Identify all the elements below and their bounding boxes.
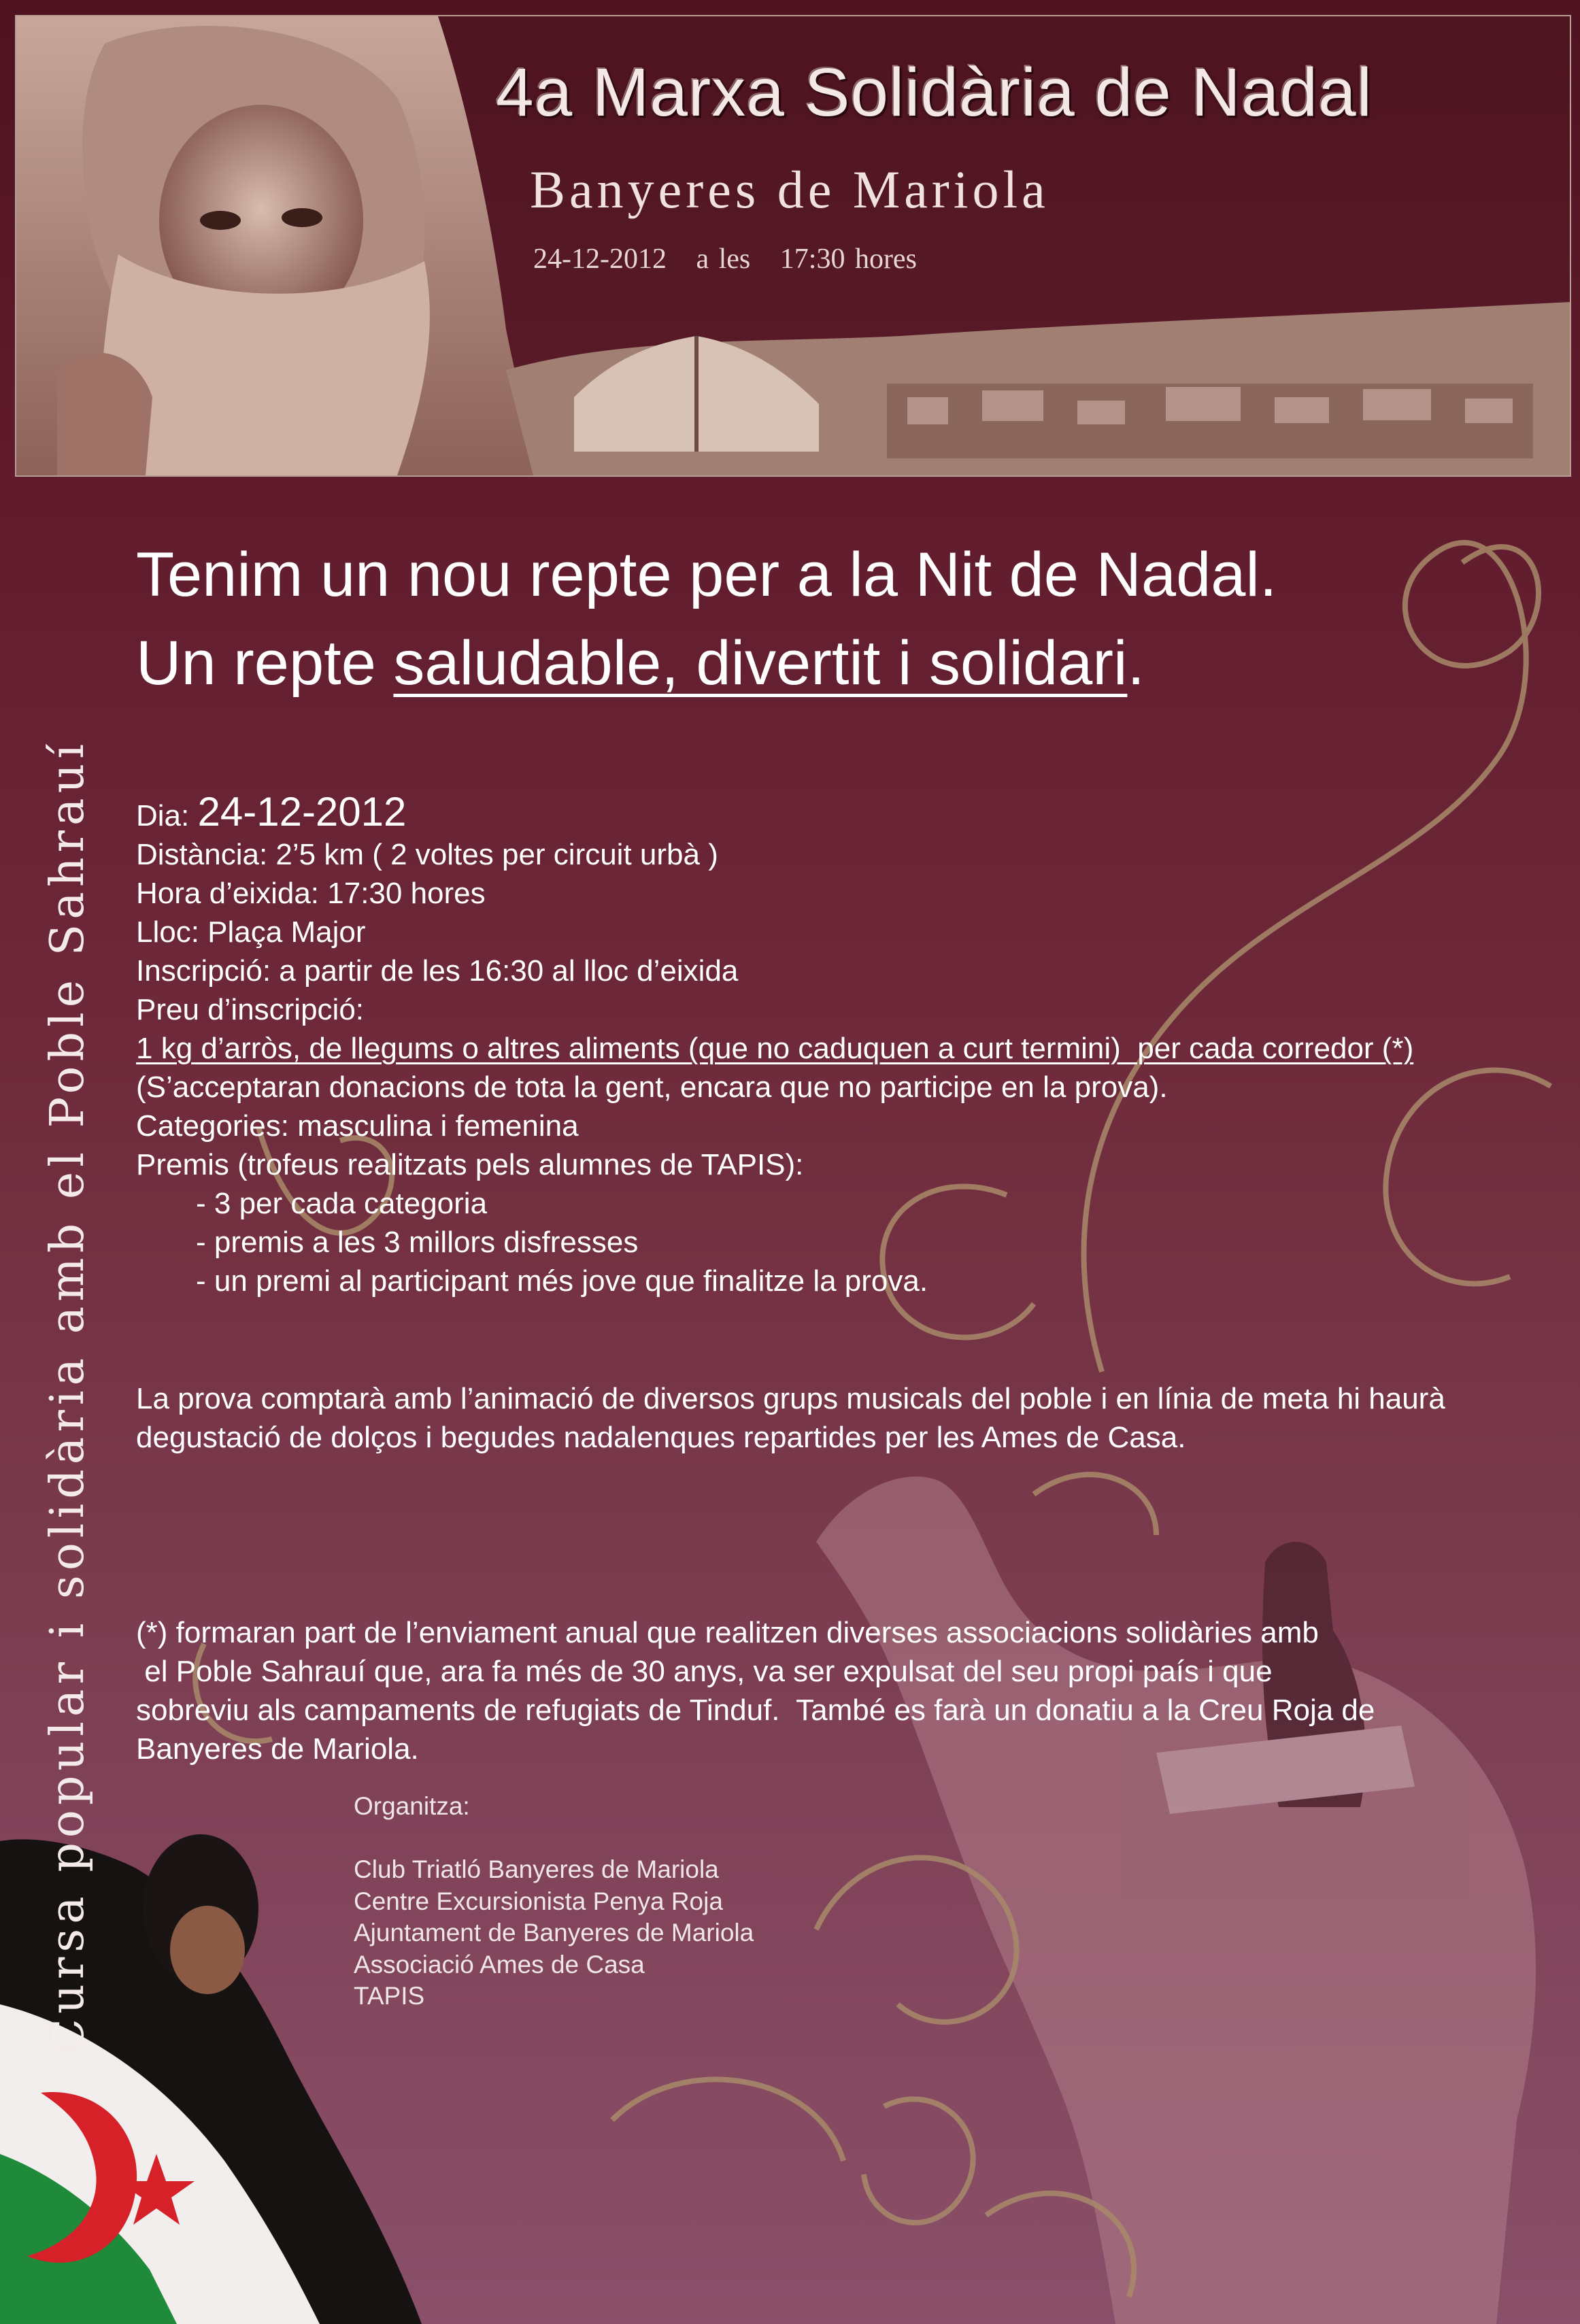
- day-label: Dia:: [136, 799, 198, 832]
- footnote-paragraph: [136, 1613, 1496, 1768]
- side-vertical-slogan: Cursa popular i solidària amb el Poble Sahrauí: [41, 739, 95, 2054]
- event-location: Banyeres de Mariola: [530, 160, 1049, 219]
- organizer-item: TAPIS: [354, 1982, 425, 2010]
- header-banner: [15, 15, 1571, 477]
- animation-paragraph: [136, 1379, 1564, 1457]
- organizer-item: Ajuntament de Banyeres de Mariola: [354, 1919, 754, 1947]
- veiled-girl-photo: [16, 16, 547, 475]
- paragraph-line: degustació de dolços i begudes nadalenques repartides per les Ames de Casa.: [136, 1421, 1186, 1454]
- price-value: 1 kg d’arròs, de llegums o altres aliments (que no caduquen a curt termini) per cada corredor (*): [136, 1032, 1414, 1065]
- headline: [136, 531, 1277, 707]
- paragraph-line: sobreviu als campaments de refugiats de Tinduf. També es farà un donatiu a la Creu Roja de: [136, 1694, 1375, 1727]
- price-label: Preu d’inscripció:: [136, 993, 365, 1026]
- event-title: 4a Marxa Solidària de Nadal: [496, 54, 1373, 131]
- event-details: [136, 789, 1414, 1300]
- paragraph-line: (*) formaran part de l’enviament anual que realitzen diverses associacions solidàries amb: [136, 1616, 1319, 1649]
- event-date-time: 24-12-2012 a les 17:30 hores: [533, 243, 917, 275]
- prizes-label: Premis (trofeus realitzats pels alumnes de TAPIS):: [136, 1148, 804, 1181]
- place: Lloc: Plaça Major: [136, 915, 366, 949]
- categories: Categories: masculina i femenina: [136, 1109, 579, 1143]
- prize-item: - premis a les 3 millors disfresses: [196, 1226, 639, 1259]
- headline-line-2-suffix: .: [1127, 628, 1145, 698]
- donations-note: (S’acceptaran donacions de tota la gent, encara que no participe en la prova).: [136, 1071, 1168, 1104]
- desert-camp-photo: [506, 302, 1570, 475]
- distance: Distància: 2’5 km ( 2 voltes per circuit urbà ): [136, 838, 718, 871]
- organizer-item: Associació Ames de Casa: [354, 1950, 645, 1978]
- day-value: 24-12-2012: [197, 789, 407, 835]
- headline-underlined-text: saludable, divertit i solidari: [393, 628, 1128, 698]
- prize-item: - 3 per cada categoria: [196, 1187, 488, 1220]
- headline-line-2-prefix: Un repte: [136, 628, 394, 698]
- headline-line-2: [136, 619, 1277, 707]
- prize-item: - un premi al participant més jove que finalitze la prova.: [196, 1264, 928, 1298]
- paragraph-line: Banyeres de Mariola.: [136, 1732, 419, 1766]
- registration: Inscripció: a partir de les 16:30 al lloc d’eixida: [136, 954, 739, 988]
- organizers-list: [354, 1854, 754, 2013]
- camel-rider-photo: [816, 1477, 1536, 2324]
- headline-line-1: Tenim un nou repte per a la Nit de Nadal.: [136, 540, 1277, 609]
- organizers-label: Organitza:: [354, 1792, 470, 1820]
- organizer-item: Club Triatló Banyeres de Mariola: [354, 1855, 719, 1883]
- start-time: Hora d’eixida: 17:30 hores: [136, 877, 486, 910]
- day-row: [136, 789, 1413, 835]
- paragraph-line: el Poble Sahrauí que, ara fa més de 30 anys, va ser expulsat del seu propi país i que: [136, 1655, 1273, 1688]
- organizer-item: Centre Excursionista Penya Roja: [354, 1887, 723, 1915]
- paragraph-line: La prova comptarà amb l’animació de diversos grups musicals del poble i en línia de meta hi haurà: [136, 1382, 1445, 1415]
